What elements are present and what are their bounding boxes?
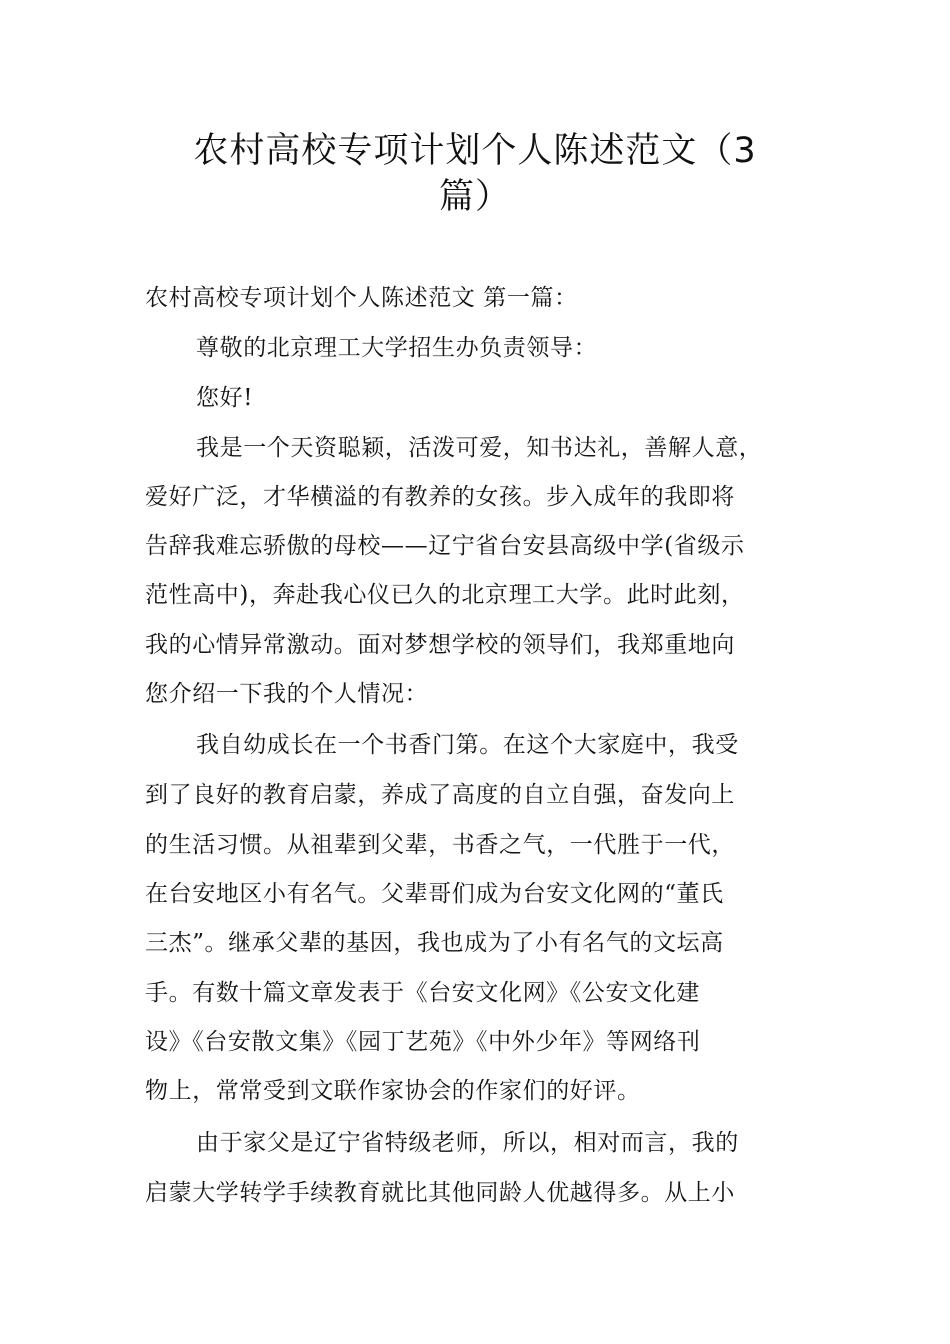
paragraph-line: 启蒙大学转学手续教育就比其他同龄人优越得多。从上小 xyxy=(145,1180,735,1206)
paragraph-line: 我自幼成长在一个书香门第。在这个大家庭中，我受 xyxy=(196,732,739,758)
paragraph-line: 设》《台安散文集》《园丁艺苑》《中外少年》等网络刊 xyxy=(145,1029,701,1055)
document-title-line-1: 农村高校专项计划个人陈述范文（3 xyxy=(193,131,757,171)
paragraph-line: 您介绍一下我的个人情况： xyxy=(145,681,429,707)
paragraph-line: 我的心情异常激动。面对梦想学校的领导们，我郑重地向 xyxy=(145,632,735,658)
paragraph-line: 在台安地区小有名气。父辈哥们成为台安文化网的“董氏 xyxy=(145,881,724,907)
paragraph-line: 我是一个天资聪颖，活泼可爱，知书达礼，善解人意， xyxy=(196,435,763,461)
paragraph-line: 到了良好的教育启蒙，养成了高度的自立自强，奋发向上 xyxy=(145,782,735,808)
paragraph-line: 的生活习惯。从祖辈到父辈，书香之气，一代胜于一代， xyxy=(145,832,735,858)
paragraph-line: 三杰”。继承父辈的基因，我也成为了小有名气的文坛高 xyxy=(145,930,724,956)
greeting: 您好! xyxy=(196,385,254,411)
paragraph-line: 告辞我难忘骄傲的母校——辽宁省台安县高级中学(省级示 xyxy=(145,533,745,559)
paragraph-line: 手。有数十篇文章发表于《台安文化网》《公安文化建 xyxy=(145,980,700,1006)
paragraph-line: 物上，常常受到文联作家协会的作家们的好评。 xyxy=(145,1078,641,1104)
paragraph-line: 由于家父是辽宁省特级老师，所以，相对而言，我的 xyxy=(196,1130,739,1156)
paragraph-line: 范性高中)，奔赴我心仪已久的北京理工大学。此时此刻， xyxy=(145,582,745,608)
section-heading: 农村高校专项计划个人陈述范文 第一篇： xyxy=(145,285,578,311)
document-title-line-2: 篇） xyxy=(438,177,511,217)
salutation: 尊敬的北京理工大学招生办负责领导： xyxy=(196,335,598,361)
paragraph-line: 爱好广泛，才华横溢的有教养的女孩。步入成年的我即将 xyxy=(145,484,735,510)
